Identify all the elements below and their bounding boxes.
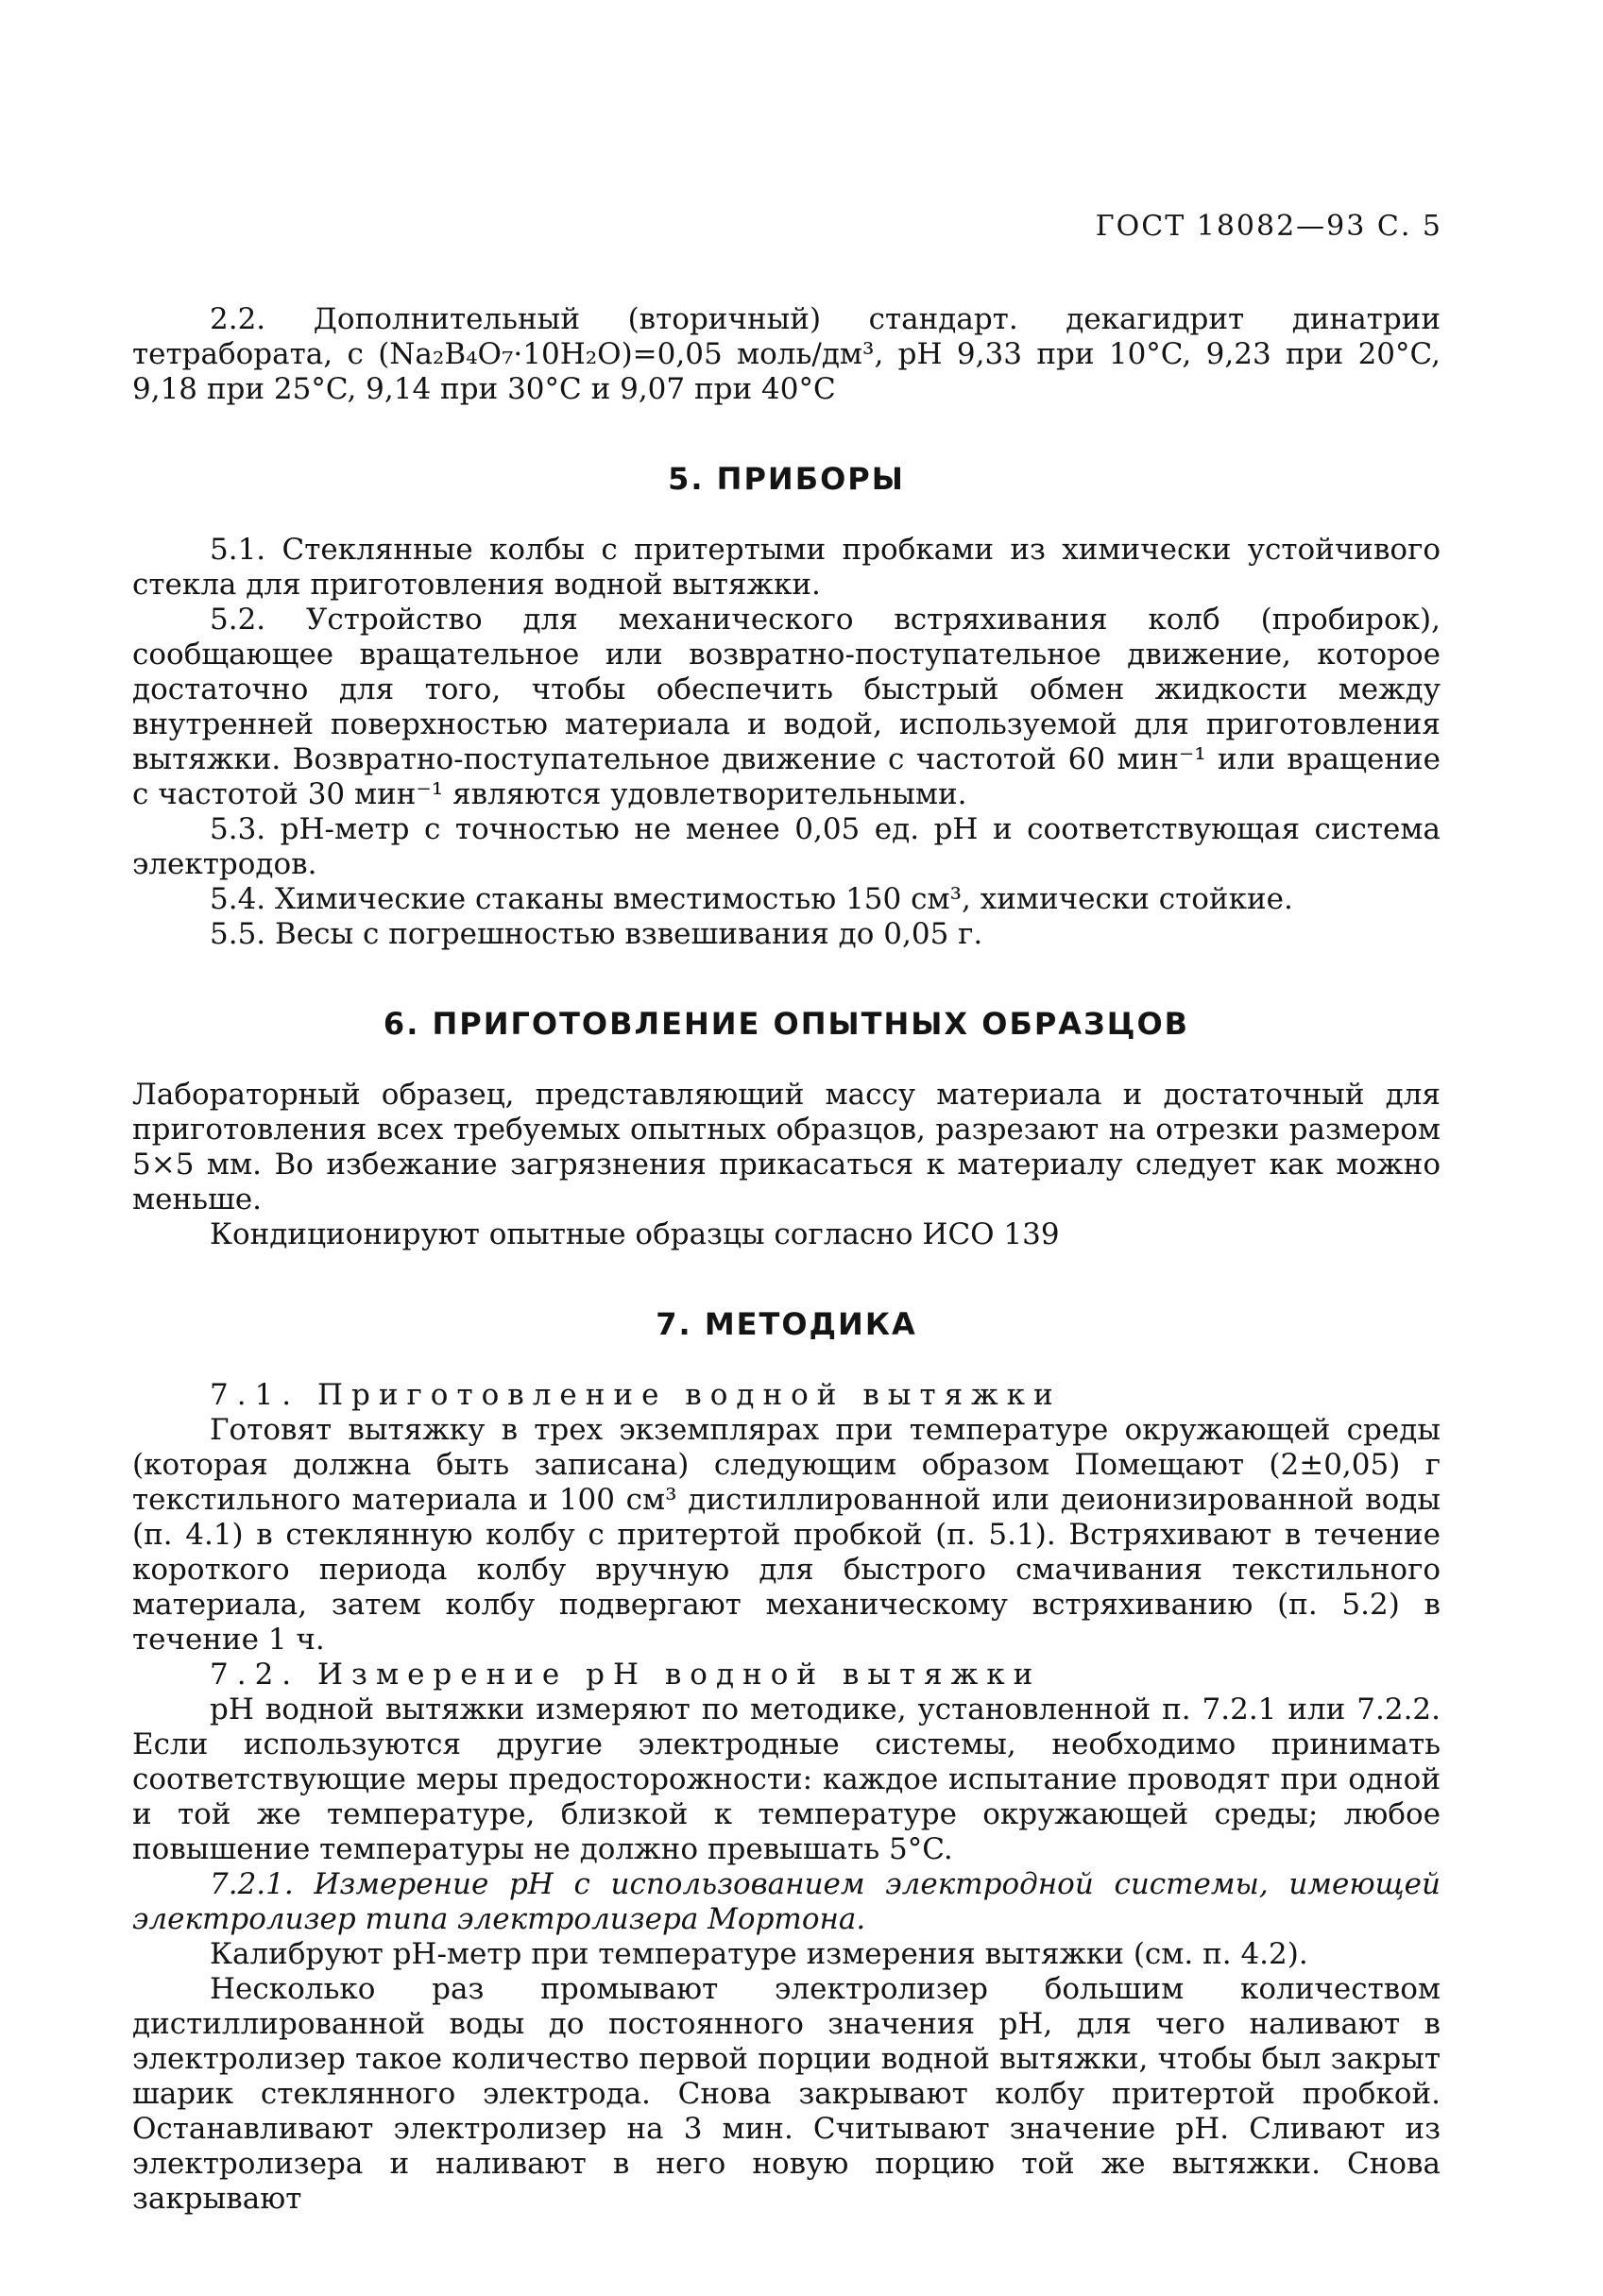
section-6-title: 6. ПРИГОТОВЛЕНИЕ ОПЫТНЫХ ОБРАЗЦОВ — [383, 1006, 1190, 1042]
paragraph-5-1: 5.1. Стеклянные колбы с притертыми пробками из химически устойчивого стекла для приготовления водной вытяжки. — [132, 533, 1441, 602]
subheading-7-2: 7.2. Измерение pH водной вытяжки — [210, 1658, 1042, 1692]
paragraph-6-1: Лабораторный образец, представляющий массу материала и достаточный для приготовления всех требуемых опытных образцов, разрезают на отрезки размером 5×5 мм. Во избежание загрязнения прикасаться к материалу следует как можно меньше. — [132, 1078, 1441, 1216]
paragraph-7-2: pH водной вытяжки измеряют по методике, установленной п. 7.2.1 или 7.2.2. Если используются другие электродные системы, необходимо принимать соответствующие меры предосторожности: каждое испытание проводят при одной и той же температуре, близкой к температуре окружающей среды; любое повышение температуры не должно превышать 5°C. — [132, 1692, 1441, 1866]
subheading-7-1: 7.1. Приготовление водной вытяжки — [210, 1378, 1062, 1412]
paragraph-5-4: 5.4. Химические стаканы вместимостью 150 см³, химически стойкие. — [210, 882, 1293, 916]
subheading-7-2-1: 7.2.1. Измерение pH с использованием электродной системы, имеющей электролизер типа электролизера Мортона. — [132, 1867, 1441, 1936]
paragraph-5-3: 5.3. pH-метр с точностью не менее 0,05 ед. pH и соответствующая система электродов. — [132, 812, 1441, 881]
paragraph-2-2: 2.2. Дополнительный (вторичный) стандарт. декагидрит динатрии тетрабората, c (Na₂B₄O₇·10H₂O)=0,05 моль/дм³, pH 9,33 при 10°C, 9,23 при 20°C, 9,18 при 25°C, 9,14 при 30°C и 9,07 при 40°C — [132, 302, 1441, 406]
paragraph-7-2-1-b: Несколько раз промывают электролизер большим количеством дистиллированной воды до постоянного значения pH, для чего наливают в электролизер такое количество первой порции водной вытяжки, чтобы был закрыт шарик стеклянного электрода. Снова закрывают колбу притертой пробкой. Останавливают электролизер на 3 мин. Считывают значение pH. Сливают из электролизера и наливают в него новую порцию той же вытяжки. Снова закрывают — [132, 1972, 1441, 2216]
section-7-title: 7. МЕТОДИКА — [656, 1306, 917, 1342]
section-5-title: 5. ПРИБОРЫ — [668, 461, 905, 497]
document-body — [132, 302, 1441, 2217]
paragraph-7-2-1-a: Калибруют pH-метр при температуре измерения вытяжки (см. п. 4.2). — [210, 1937, 1308, 1971]
paragraph-5-2: 5.2. Устройство для механического встряхивания колб (пробирок), сообщающее вращательное или возвратно-поступательное движение, которое достаточно для того, чтобы обеспечить быстрый обмен жидкости между внутренней поверхностью материала и водой, используемой для приготовления вытяжки. Возвратно-поступательное движение с частотой 60 мин⁻¹ или вращение с частотой 30 мин⁻¹ являются удовлетворительными. — [132, 603, 1441, 811]
page-header: ГОСТ 18082—93 С. 5 — [1095, 210, 1442, 243]
paragraph-7-1: Готовят вытяжку в трех экземплярах при температуре окружающей среды (которая должна быть записана) следующим образом Помещают (2±0,05) г текстильного материала и 100 см³ дистиллированной или деионизированной воды (п. 4.1) в стеклянную колбу с притертой пробкой (п. 5.1). Встряхивают в течение короткого периода колбу вручную для быстрого смачивания текстильного материала, затем колбу подвергают механическому встряхиванию (п. 5.2) в течение 1 ч. — [132, 1413, 1441, 1657]
paragraph-5-5: 5.5. Весы с погрешностью взвешивания до 0,05 г. — [210, 917, 983, 951]
paragraph-6-2: Кондиционируют опытные образцы согласно ИСО 139 — [210, 1217, 1060, 1251]
